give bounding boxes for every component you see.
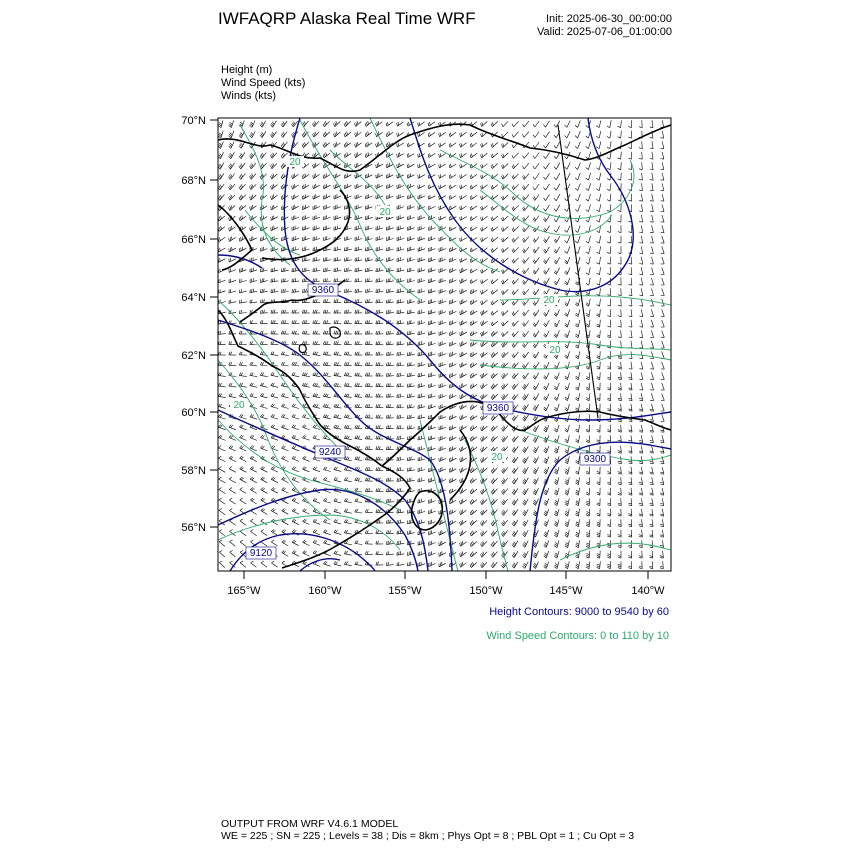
height-label: 9360 bbox=[486, 403, 510, 414]
speed-label: 20 bbox=[549, 345, 561, 356]
lon-tick-label: 140°W bbox=[631, 585, 665, 597]
height-label: 9300 bbox=[583, 454, 607, 465]
lon-tick-labels bbox=[227, 585, 665, 597]
height-label: 9240 bbox=[318, 447, 342, 458]
lon-tick-label: 150°W bbox=[469, 585, 503, 597]
init-time: Init: 2025-06-30_00:00:00 bbox=[546, 13, 672, 25]
height-contour-labels bbox=[246, 284, 610, 559]
lat-tick-labels bbox=[181, 115, 206, 534]
lat-tick-label: 62°N bbox=[181, 350, 206, 362]
lat-tick-label: 58°N bbox=[181, 465, 206, 477]
lat-tick-label: 66°N bbox=[181, 234, 206, 246]
speed-label: 20 bbox=[289, 157, 301, 168]
speed-label: 20 bbox=[491, 452, 503, 463]
lat-tick-label: 68°N bbox=[181, 175, 206, 187]
field-label-winds: Winds (kts) bbox=[221, 90, 276, 102]
lat-axis bbox=[210, 120, 218, 527]
field-label-height: Height (m) bbox=[221, 64, 273, 76]
lat-tick-label: 64°N bbox=[181, 292, 206, 304]
speed-contour-legend: Wind Speed Contours: 0 to 110 by 10 bbox=[486, 630, 669, 642]
height-contour-legend: Height Contours: 9000 to 9540 by 60 bbox=[489, 606, 669, 618]
lat-tick-label: 60°N bbox=[181, 407, 206, 419]
speed-label: 20 bbox=[379, 207, 391, 218]
lon-tick-label: 165°W bbox=[227, 585, 261, 597]
lon-axis bbox=[244, 571, 648, 579]
model-info-line1: OUTPUT FROM WRF V4.6.1 MODEL bbox=[221, 818, 399, 830]
valid-time: Valid: 2025-07-06_01:00:00 bbox=[537, 26, 672, 38]
lon-tick-label: 155°W bbox=[388, 585, 422, 597]
height-label: 9360 bbox=[311, 285, 335, 296]
plot-title: IWFAQRP Alaska Real Time WRF bbox=[218, 9, 476, 28]
height-label: 9120 bbox=[249, 548, 273, 559]
lon-tick-label: 145°W bbox=[549, 585, 583, 597]
field-label-wind-speed: Wind Speed (kts) bbox=[221, 77, 306, 89]
model-info-line2: WE = 225 ; SN = 225 ; Levels = 38 ; Dis = 8km ; Phys Opt = 8 ; PBL Opt = 1 ; Cu Opt = 3 bbox=[221, 830, 635, 842]
lat-tick-label: 70°N bbox=[181, 115, 206, 127]
lat-tick-label: 56°N bbox=[181, 522, 206, 534]
speed-label: 20 bbox=[233, 400, 245, 411]
lon-tick-label: 160°W bbox=[308, 585, 342, 597]
speed-label: 20 bbox=[543, 295, 555, 306]
